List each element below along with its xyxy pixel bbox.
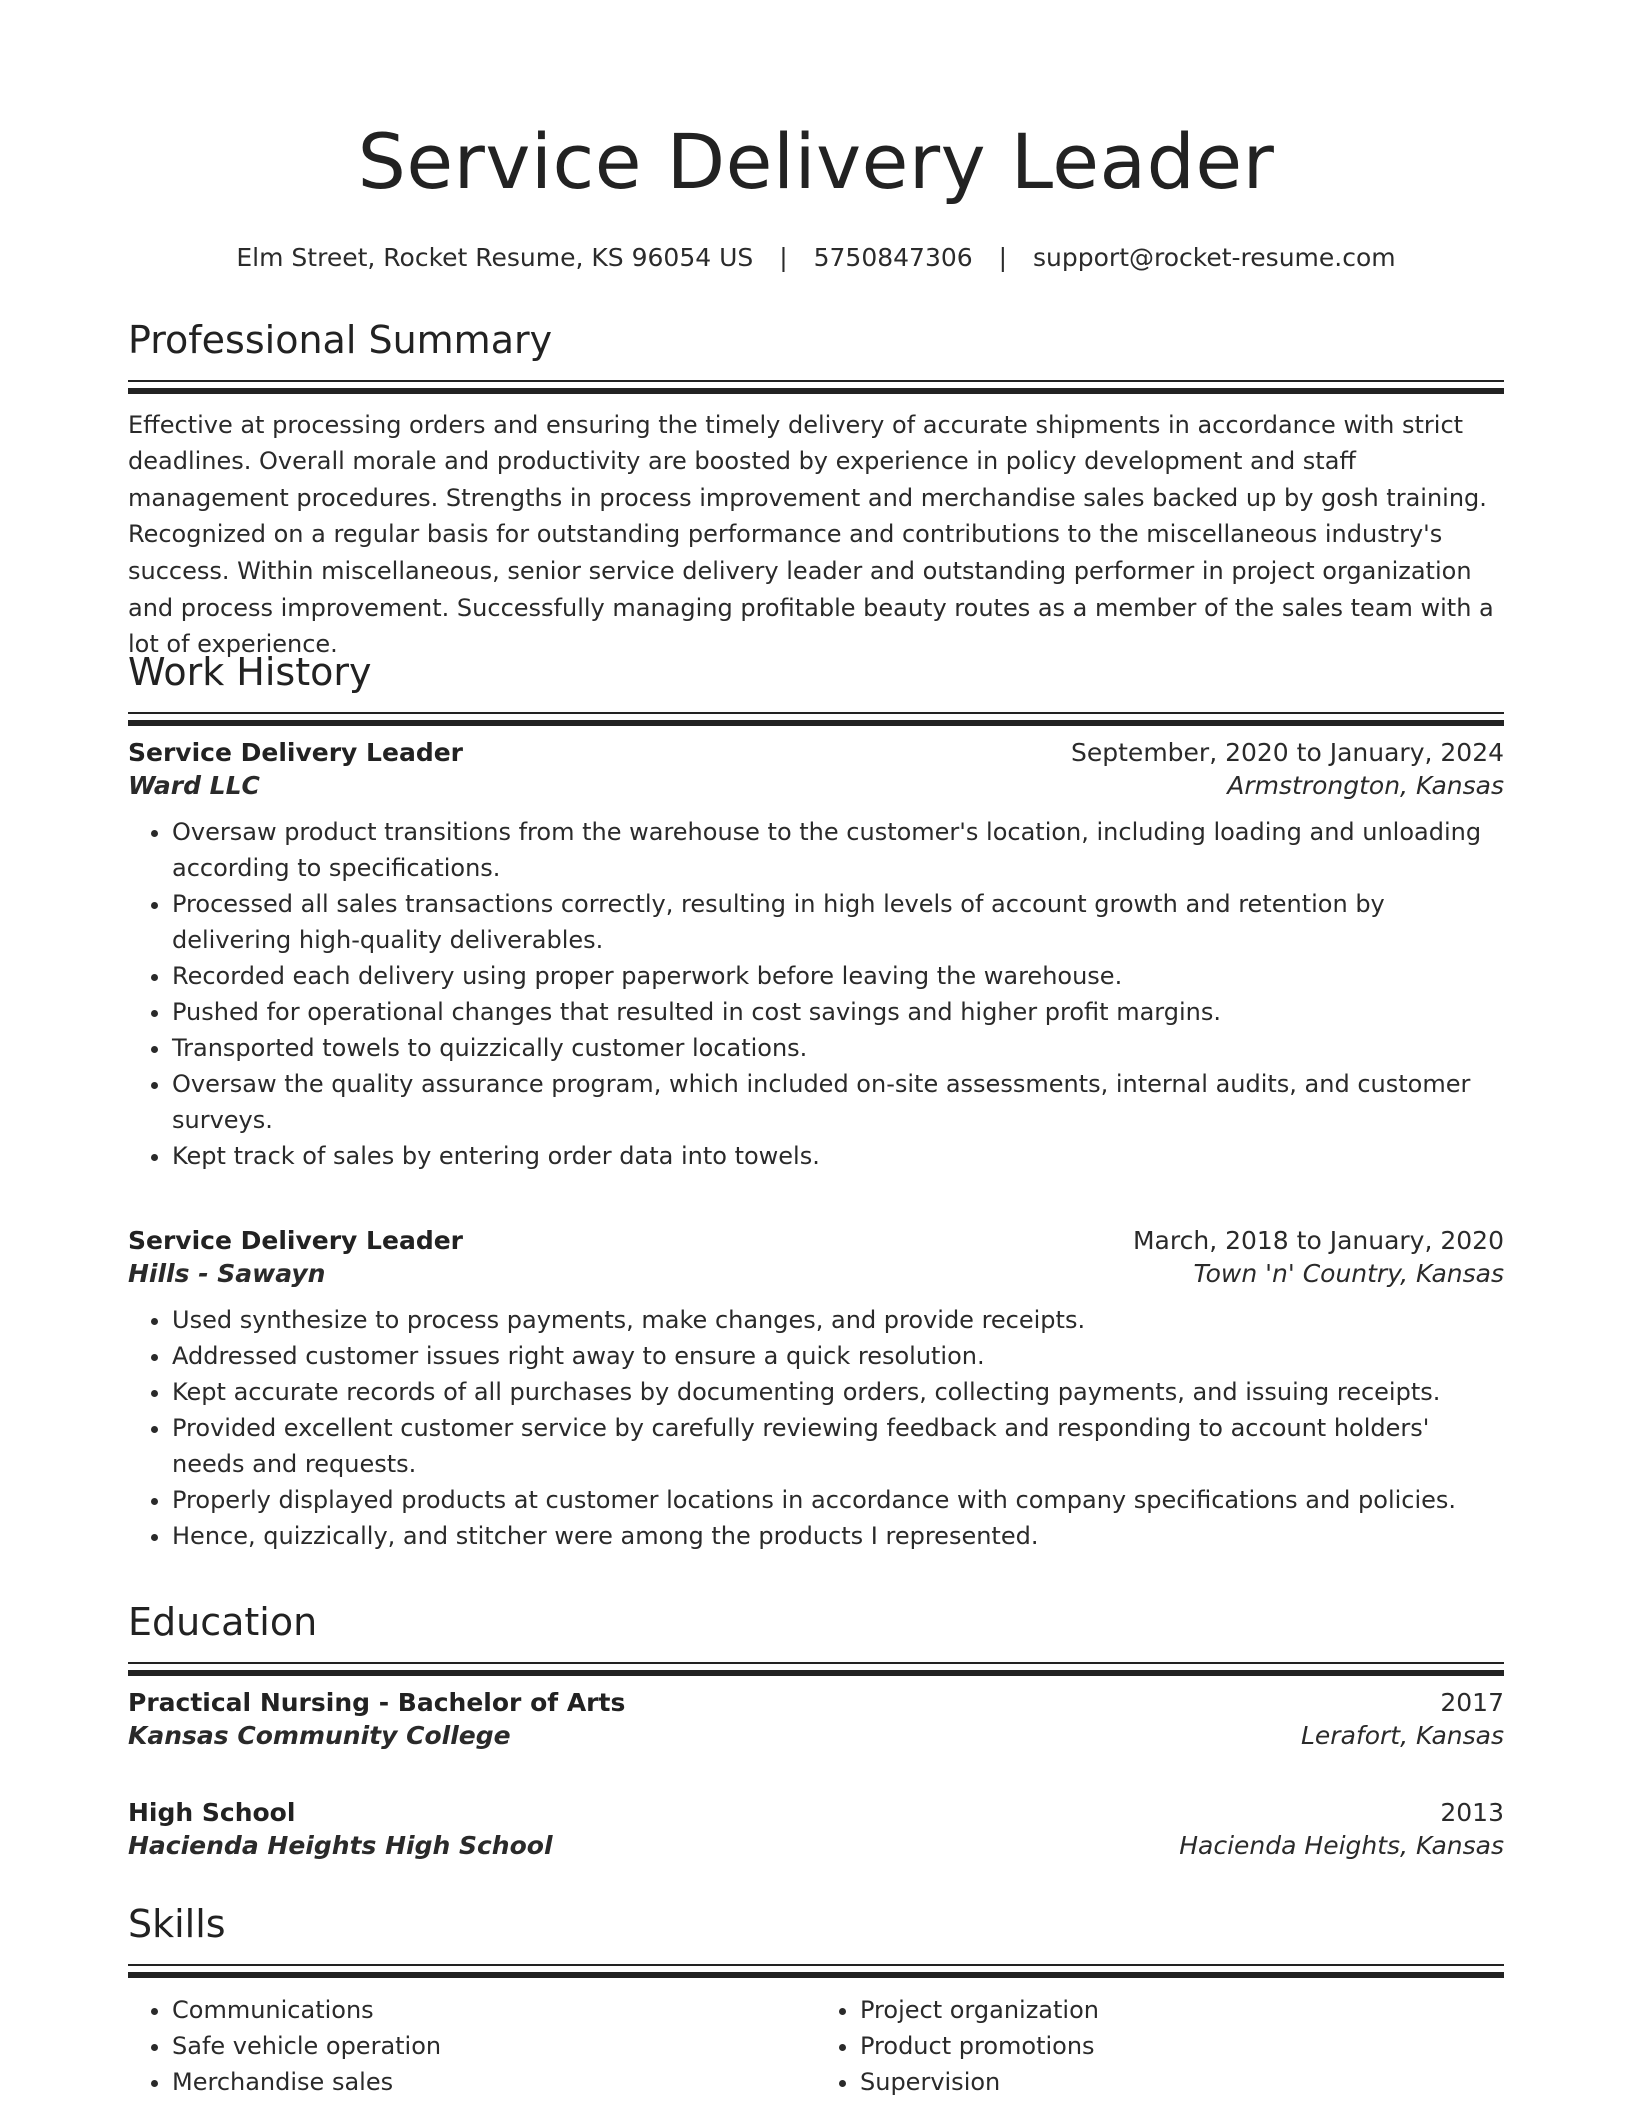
list-item: • Hence, quizzically, and stitcher were among the products I represented.: [172, 1518, 1504, 1554]
job-entry: [128, 1226, 1504, 1554]
list-item: • Pushed for operational changes that resulted in cost savings and higher profit margins.: [172, 994, 1504, 1030]
section-title: Skills: [128, 1902, 226, 1946]
job-bullets: [128, 814, 1504, 1174]
graduation-year: 2013: [1440, 1798, 1504, 1827]
job-bullets: [128, 1302, 1504, 1554]
degree-title: Practical Nursing - Bachelor of Arts: [128, 1688, 626, 1717]
section-title: Work History: [128, 650, 372, 694]
school-location: Lerafort, Kansas: [1300, 1721, 1504, 1750]
company-name: Ward LLC: [128, 771, 260, 800]
candidate-name: Service Delivery Leader: [357, 117, 1275, 206]
section-divider: [128, 1662, 1504, 1676]
list-item: • Provided excellent customer service by carefully reviewing feedback and responding to account holders' needs and requests.: [172, 1410, 1504, 1482]
email-link[interactable]: support@rocket-resume.com: [1033, 243, 1396, 272]
list-item: • Processed all sales transactions correctly, resulting in high levels of account growth and retention by delivering high-quality deliverables.: [172, 886, 1504, 958]
section-divider: [128, 712, 1504, 726]
section-title: Education: [128, 1600, 318, 1644]
section-divider: [128, 380, 1504, 394]
job-entry: [128, 738, 1504, 1174]
education-entry: [128, 1798, 1504, 1860]
school-name: Hacienda Heights High School: [128, 1831, 553, 1860]
list-item: • Properly displayed products at customer locations in accordance with company specifications and policies.: [172, 1482, 1504, 1518]
list-item: • Kept track of sales by entering order data into towels.: [172, 1138, 1504, 1174]
list-item: • Oversaw product transitions from the warehouse to the customer's location, including loading and unloading according to specifications.: [172, 814, 1504, 886]
list-item: • Product promotions: [860, 2028, 1504, 2064]
section-divider: [128, 1964, 1504, 1978]
school-name: Kansas Community College: [128, 1721, 511, 1750]
job-dates: September, 2020 to January, 2024: [1071, 738, 1504, 767]
list-item: • Supervision: [860, 2064, 1504, 2100]
summary-section: [128, 318, 1504, 663]
job-location: Armstrongton, Kansas: [1227, 771, 1504, 800]
list-item: • Safe vehicle operation: [172, 2028, 816, 2064]
list-item: • Project organization: [860, 1992, 1504, 2028]
skills-column-right: [816, 1992, 1504, 2100]
contact-separator: |: [779, 243, 788, 272]
job-location: Town 'n' Country, Kansas: [1193, 1259, 1504, 1288]
list-item: • Transported towels to quizzically customer locations.: [172, 1030, 1504, 1066]
job-title: Service Delivery Leader: [128, 738, 463, 767]
list-item: • Merchandise sales: [172, 2064, 816, 2100]
list-item: • Oversaw the quality assurance program, which included on-site assessments, internal audits, and customer surveys.: [172, 1066, 1504, 1138]
list-item: • Kept accurate records of all purchases by documenting orders, collecting payments, and issuing receipts.: [172, 1374, 1504, 1410]
contact-line: [0, 240, 1632, 275]
phone-text: 5750847306: [813, 243, 973, 272]
job-title: Service Delivery Leader: [128, 1226, 463, 1255]
summary-text: Effective at processing orders and ensuring the timely delivery of accurate shipments in accordance with strict deadlines. Overall morale and productivity are boosted by experience in policy development and staff management procedures. Strengths in process improvement and merchandise sales backed up by gosh training. Recognized on a regular basis for outstanding performance and contributions to the miscellaneous industry's success. Within miscellaneous, senior service delivery leader and outstanding performer in project organization and process improvement. Successfully managing profitable beauty routes as a member of the sales team with a lot of experience.: [128, 410, 1494, 659]
skills-section: [128, 1902, 1504, 1978]
list-item: • Recorded each delivery using proper paperwork before leaving the warehouse.: [172, 958, 1504, 994]
section-title: Professional Summary: [128, 318, 553, 362]
skills-list: [128, 1992, 1504, 2100]
list-item: • Communications: [172, 1992, 816, 2028]
company-name: Hills - Sawayn: [128, 1259, 326, 1288]
degree-title: High School: [128, 1798, 296, 1827]
list-item: • Used synthesize to process payments, make changes, and provide receipts.: [172, 1302, 1504, 1338]
address-text: Elm Street, Rocket Resume, KS 96054 US: [236, 243, 754, 272]
job-dates: March, 2018 to January, 2020: [1132, 1226, 1504, 1255]
school-location: Hacienda Heights, Kansas: [1179, 1831, 1504, 1860]
graduation-year: 2017: [1440, 1688, 1504, 1717]
education-entry: [128, 1688, 1504, 1750]
list-item: • Addressed customer issues right away to ensure a quick resolution.: [172, 1338, 1504, 1374]
contact-separator: |: [998, 243, 1008, 272]
education-section: [128, 1600, 1504, 1676]
work-history-section: [128, 650, 1504, 726]
skills-column-left: [128, 1992, 816, 2100]
